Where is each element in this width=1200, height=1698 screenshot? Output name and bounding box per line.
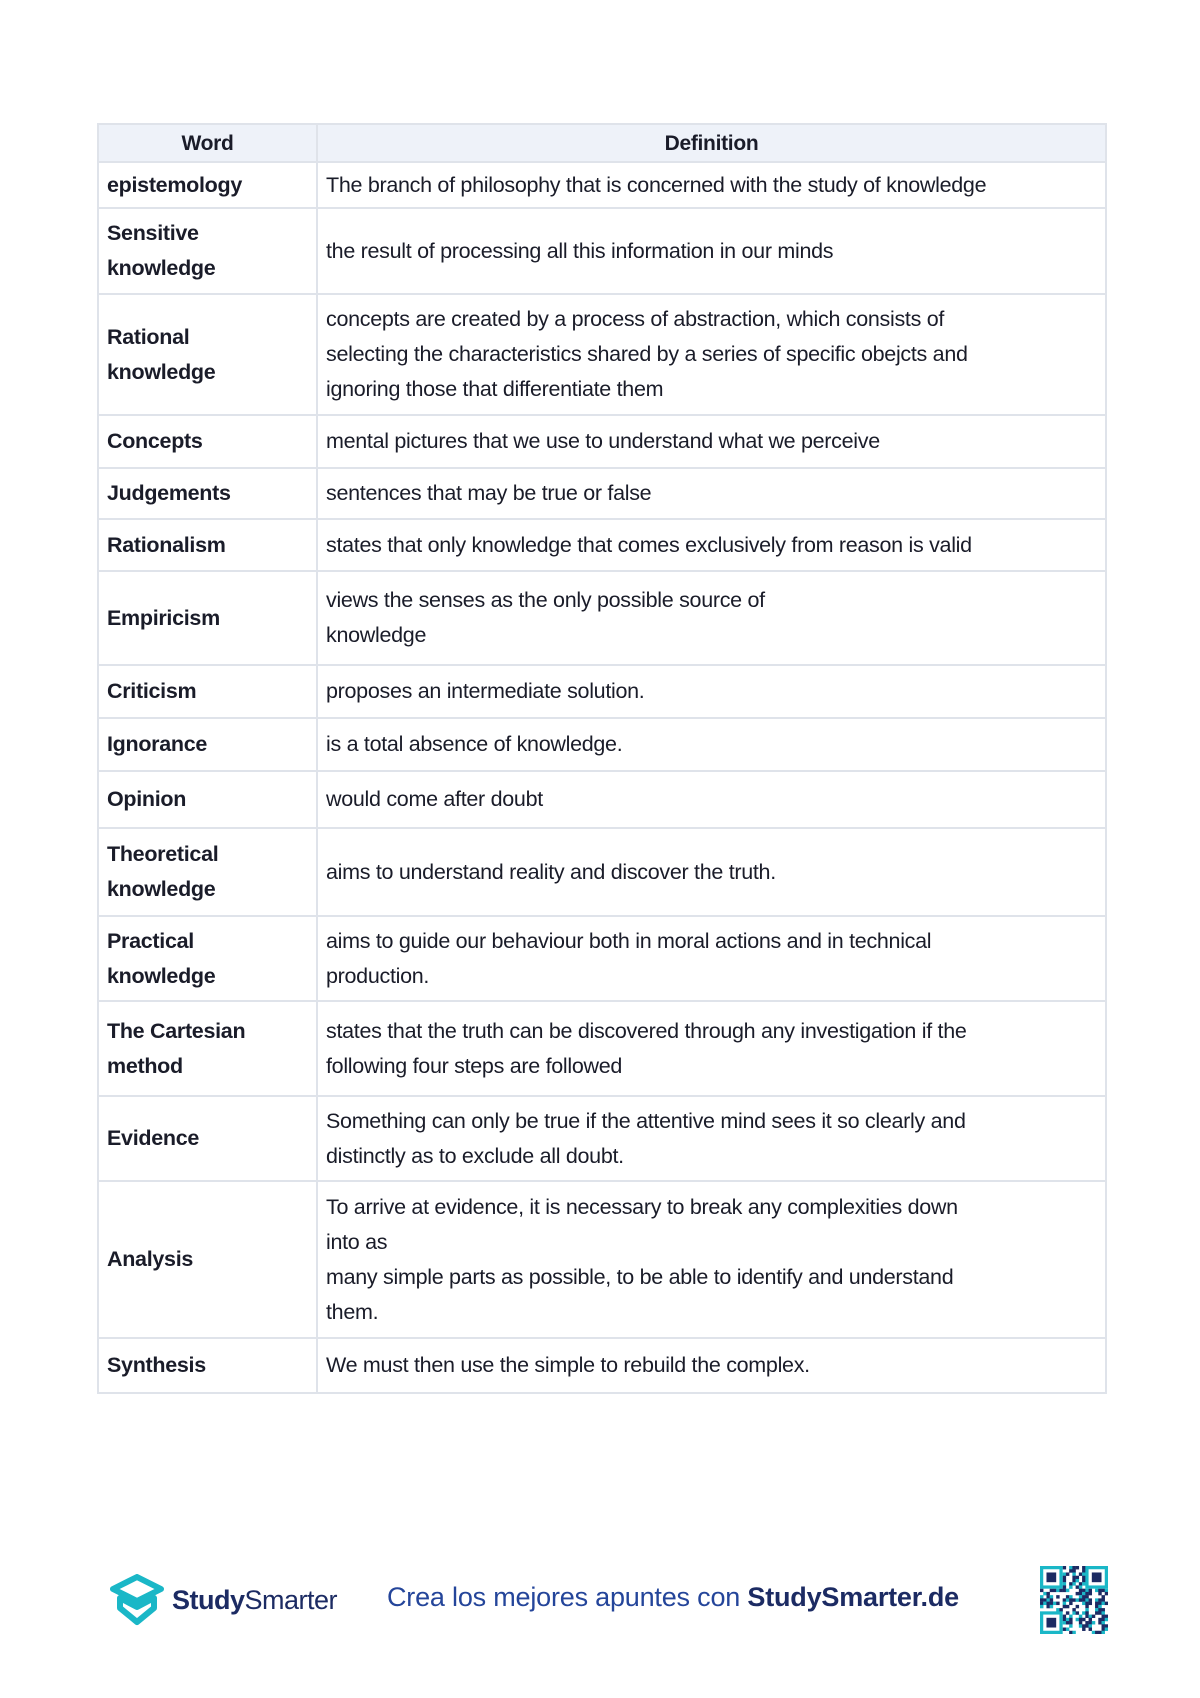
table-row — [98, 519, 1106, 571]
studysmarter-logo[interactable] — [108, 1574, 337, 1626]
term-cell: Ignorance — [98, 718, 317, 771]
table-header-row — [98, 124, 1106, 162]
definition-cell: sentences that may be true or false — [317, 468, 1106, 519]
page-footer — [0, 1560, 1200, 1650]
logo-wordmark — [172, 1585, 337, 1616]
term-cell: The Cartesian method — [98, 1001, 317, 1096]
slogan-text: Crea los mejores apuntes con — [387, 1582, 748, 1612]
qr-code-icon[interactable] — [1040, 1566, 1108, 1634]
term-cell: Rationalism — [98, 519, 317, 571]
table-row — [98, 468, 1106, 519]
definition-cell: aims to guide our behaviour both in moral actions and in technical production. — [317, 916, 1106, 1001]
term-cell: Empiricism — [98, 571, 317, 665]
term-cell: Judgements — [98, 468, 317, 519]
definition-cell: is a total absence of knowledge. — [317, 718, 1106, 771]
term-cell: epistemology — [98, 162, 317, 208]
definition-cell: the result of processing all this information in our minds — [317, 208, 1106, 294]
term-cell: Sensitive knowledge — [98, 208, 317, 294]
table-row — [98, 828, 1106, 916]
glossary-body — [98, 162, 1106, 1393]
term-cell: Synthesis — [98, 1338, 317, 1393]
definition-cell: We must then use the simple to rebuild the complex. — [317, 1338, 1106, 1393]
column-header-word: Word — [98, 124, 317, 162]
definition-cell: would come after doubt — [317, 771, 1106, 828]
footer-slogan — [387, 1582, 959, 1613]
term-cell: Evidence — [98, 1096, 317, 1181]
definition-cell: aims to understand reality and discover the truth. — [317, 828, 1106, 916]
term-cell: Theoretical knowledge — [98, 828, 317, 916]
logo-word-study: Study — [172, 1584, 245, 1615]
glossary-table — [97, 123, 1107, 1394]
table-row — [98, 916, 1106, 1001]
studysmarter-logo-icon — [108, 1574, 166, 1626]
table-row — [98, 162, 1106, 208]
table-row — [98, 718, 1106, 771]
table-row — [98, 294, 1106, 415]
definition-cell: proposes an intermediate solution. — [317, 665, 1106, 718]
slogan-brand-link[interactable]: StudySmarter.de — [747, 1582, 959, 1612]
term-cell: Analysis — [98, 1181, 317, 1338]
table-row — [98, 415, 1106, 468]
definition-cell: The branch of philosophy that is concerned with the study of knowledge — [317, 162, 1106, 208]
table-row — [98, 571, 1106, 665]
definition-cell: views the senses as the only possible source of knowledge — [317, 571, 1106, 665]
term-cell: Rational knowledge — [98, 294, 317, 415]
definition-cell: states that the truth can be discovered through any investigation if the following four steps are followed — [317, 1001, 1106, 1096]
definition-cell: To arrive at evidence, it is necessary to break any complexities down into as many simple parts as possible, to be able to identify and understand them. — [317, 1181, 1106, 1338]
term-cell: Opinion — [98, 771, 317, 828]
term-cell: Concepts — [98, 415, 317, 468]
table-row — [98, 208, 1106, 294]
table-row — [98, 771, 1106, 828]
definition-cell: mental pictures that we use to understand what we perceive — [317, 415, 1106, 468]
column-header-definition: Definition — [317, 124, 1106, 162]
table-row — [98, 1338, 1106, 1393]
term-cell: Criticism — [98, 665, 317, 718]
definition-cell: Something can only be true if the attentive mind sees it so clearly and distinctly as to exclude all doubt. — [317, 1096, 1106, 1181]
table-row — [98, 1181, 1106, 1338]
logo-word-smarter: Smarter — [244, 1584, 338, 1615]
term-cell: Practical knowledge — [98, 916, 317, 1001]
definition-cell: concepts are created by a process of abstraction, which consists of selecting the characteristics shared by a series of specific obejcts and ignoring those that differentiate them — [317, 294, 1106, 415]
table-row — [98, 665, 1106, 718]
definition-cell: states that only knowledge that comes exclusively from reason is valid — [317, 519, 1106, 571]
table-row — [98, 1096, 1106, 1181]
table-row — [98, 1001, 1106, 1096]
